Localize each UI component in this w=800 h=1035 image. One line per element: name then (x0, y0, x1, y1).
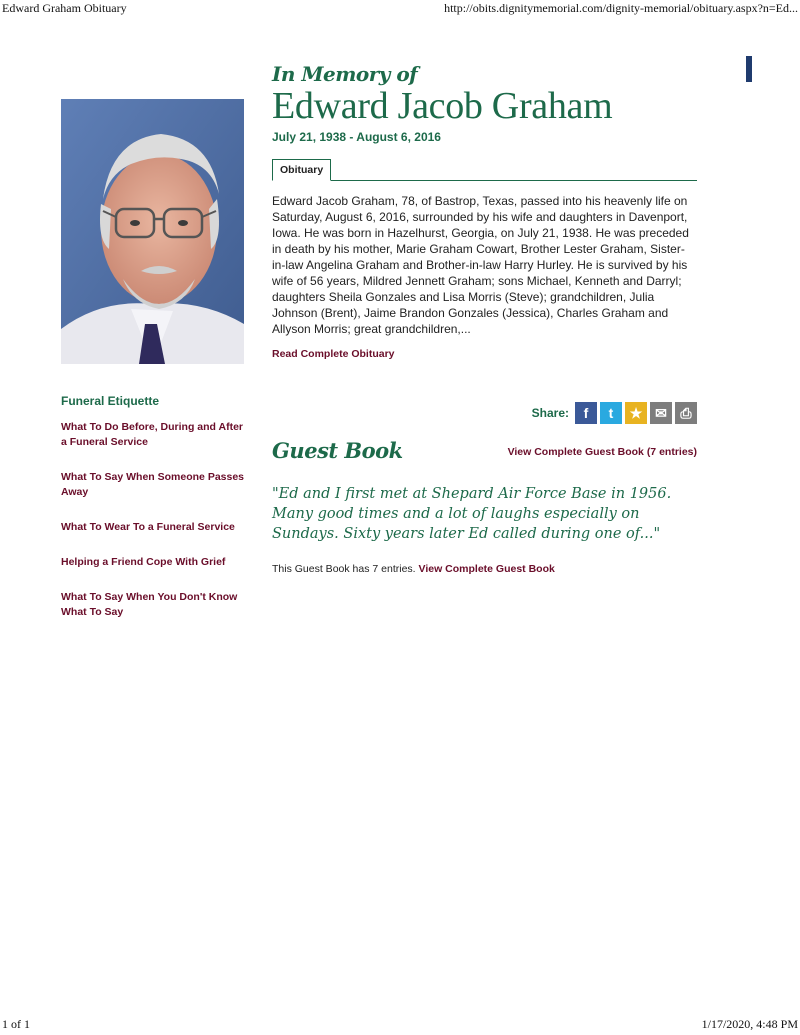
corner-bar (746, 56, 752, 82)
facebook-icon[interactable]: f (575, 402, 597, 424)
guest-book-count (272, 563, 555, 575)
portrait-photo (61, 99, 244, 364)
print-footer-page: 1 of 1 (2, 1017, 30, 1031)
in-memory-heading: In Memory of (272, 62, 418, 86)
guest-book-quote: "Ed and I first met at Shepard Air Force Base in 1956. Many good times and a lot of laughs especially on Sundays. Sixty years later Ed called during one of..." (272, 486, 672, 542)
view-guest-book-inline-link[interactable]: View Complete Guest Book (418, 563, 555, 575)
print-footer (0, 1019, 800, 1035)
print-header (0, 0, 800, 16)
share-bar (532, 402, 697, 424)
share-label: Share: (531, 406, 569, 420)
tab-bar (272, 158, 697, 181)
sidebar-link-helping-friend[interactable]: Helping a Friend Cope With Grief (61, 556, 226, 568)
sidebar-title: Funeral Etiquette (61, 394, 160, 408)
obituary-main (272, 56, 697, 575)
sidebar-link-what-to-say[interactable]: What To Say When Someone Passes Away (61, 471, 245, 498)
life-dates: July 21, 1938 - August 6, 2016 (272, 130, 441, 144)
obituary-text: Edward Jacob Graham, 78, of Bastrop, Texas, passed into his heavenly life on Saturday, August 6, 2016, surrounded by his wife and daughters in Davenport, Iowa. He was born in Hazelhurst, Georgia, on July 21, 1938. He was preceded in death by his mother, Marie Graham Cowart, Brother Lester Graham, Sister-in-law Angelina Graham and Brother-in-law Harry Hurley. He is survived by his wife of 56 years, Mildred Jennett Graham; sons Michael, Kenneth and Darryl; daughters Sheila Gonzales and Lisa Morris (Steve); grandchildren, Julia Johnson (Brent), Jaime Brandon Gonzales (Jessica), Charles Graham and Allyson Morris; great grandchildren,... (272, 194, 689, 336)
print-header-url: http://obits.dignitymemorial.com/dignity-memorial/obituary.aspx?n=Ed... (444, 1, 798, 15)
email-icon[interactable]: ✉ (650, 402, 672, 424)
decedent-name: Edward Jacob Graham (272, 85, 613, 127)
funeral-etiquette-sidebar (61, 394, 251, 640)
print-icon[interactable]: ⎙ (675, 402, 697, 424)
print-header-title: Edward Graham Obituary (2, 1, 127, 15)
read-complete-obituary-link[interactable]: Read Complete Obituary (272, 348, 395, 360)
guest-book-header (272, 438, 697, 468)
sidebar-link-dont-know[interactable]: What To Say When You Don't Know What To Say (61, 591, 238, 618)
guest-book-title: Guest Book (272, 438, 403, 463)
twitter-icon[interactable]: t (600, 402, 622, 424)
sidebar-link-before-during-after[interactable]: What To Do Before, During and After a Funeral Service (61, 421, 243, 448)
view-guest-book-link[interactable]: View Complete Guest Book (7 entries) (507, 446, 697, 458)
favorite-star-icon[interactable]: ★ (625, 402, 647, 424)
guest-book-count-text: This Guest Book has 7 entries. (272, 563, 416, 575)
tab-obituary[interactable]: Obituary (272, 159, 331, 181)
sidebar-link-what-to-wear[interactable]: What To Wear To a Funeral Service (61, 521, 235, 533)
print-footer-timestamp: 1/17/2020, 4:48 PM (701, 1017, 798, 1031)
